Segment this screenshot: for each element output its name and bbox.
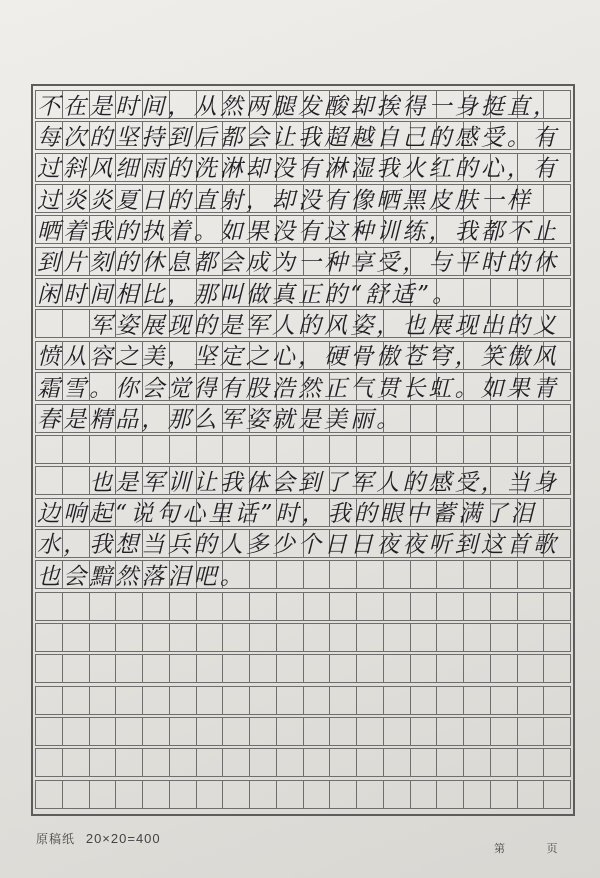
handwritten-line: 闲时间相比，那叫做真正的“舒适”。 — [37, 281, 459, 308]
paper-dimensions: 20×20=400 — [85, 831, 161, 846]
handwritten-line: 不在是时间，从然两腿发酸却挨得一身挺直， — [37, 93, 559, 120]
handwritten-line: 也是军训让我体会到了军人的感受，当身 — [37, 469, 559, 496]
handwritten-line: 晒着我的执着。如果没有这种训练，我都不止 — [37, 218, 559, 245]
page-prefix: 第 — [494, 842, 505, 855]
grid-row — [35, 341, 571, 370]
grid-row — [35, 560, 571, 589]
grid-row — [35, 717, 571, 746]
grid-row — [35, 153, 571, 182]
grid-row — [35, 780, 571, 809]
grid-row — [35, 309, 571, 338]
grid-row — [35, 215, 571, 244]
page-number-label — [494, 840, 558, 856]
handwritten-line: 到片刻的休息都会成为一种享受，与平时的休 — [37, 250, 559, 277]
handwritten-line: 水，我想当兵的人多少个日日夜夜听到这首歌 — [37, 532, 559, 559]
grid-row — [35, 90, 571, 119]
handwritten-line — [37, 776, 569, 812]
grid-row — [35, 748, 571, 777]
grid-row — [35, 247, 571, 276]
handwritten-line: 春是精品，那么军姿就是美丽。 — [37, 407, 403, 433]
handwritten-line: 也会黯然落泪吧。 — [37, 563, 246, 590]
handwritten-line: 过炎炎夏日的直射，却没有像晒黑皮肤一样 — [37, 187, 533, 214]
handwritten-line: 过斜风细雨的洗淋却没有淋湿我火红的心，有 — [37, 156, 559, 183]
paper-brand: 原稿纸 — [36, 832, 76, 846]
grid-row — [35, 466, 571, 495]
grid-row — [35, 278, 571, 307]
handwritten-line: 霜雪。你会觉得有股浩然正气贯长虹。如果青 — [37, 375, 559, 402]
handwritten-line: 军姿展现的是军人的风姿，也展现出的义 — [37, 312, 559, 339]
grid-row — [35, 623, 571, 652]
grid-row — [35, 435, 571, 464]
paper-brand-label — [36, 830, 161, 847]
grid-row — [35, 592, 571, 621]
grid-row — [35, 529, 571, 558]
grid-row — [35, 184, 571, 213]
grid-row — [35, 372, 571, 401]
grid-row — [35, 498, 571, 527]
handwritten-line: 每次的坚持到后都会让我超越自己的感受。有 — [37, 124, 559, 151]
page-suffix: 页 — [546, 842, 558, 855]
grid-row — [35, 121, 571, 150]
grid-row — [35, 654, 571, 683]
handwritten-line: 边响起“说句心里话”时，我的眼中蓄满了泪 — [37, 501, 537, 528]
handwritten-line: 愤从容之美，坚定之心，硬骨傲苍穹，笑傲风 — [37, 344, 559, 371]
manuscript-grid — [35, 88, 571, 812]
grid-row — [35, 686, 571, 715]
grid-row — [35, 404, 571, 433]
